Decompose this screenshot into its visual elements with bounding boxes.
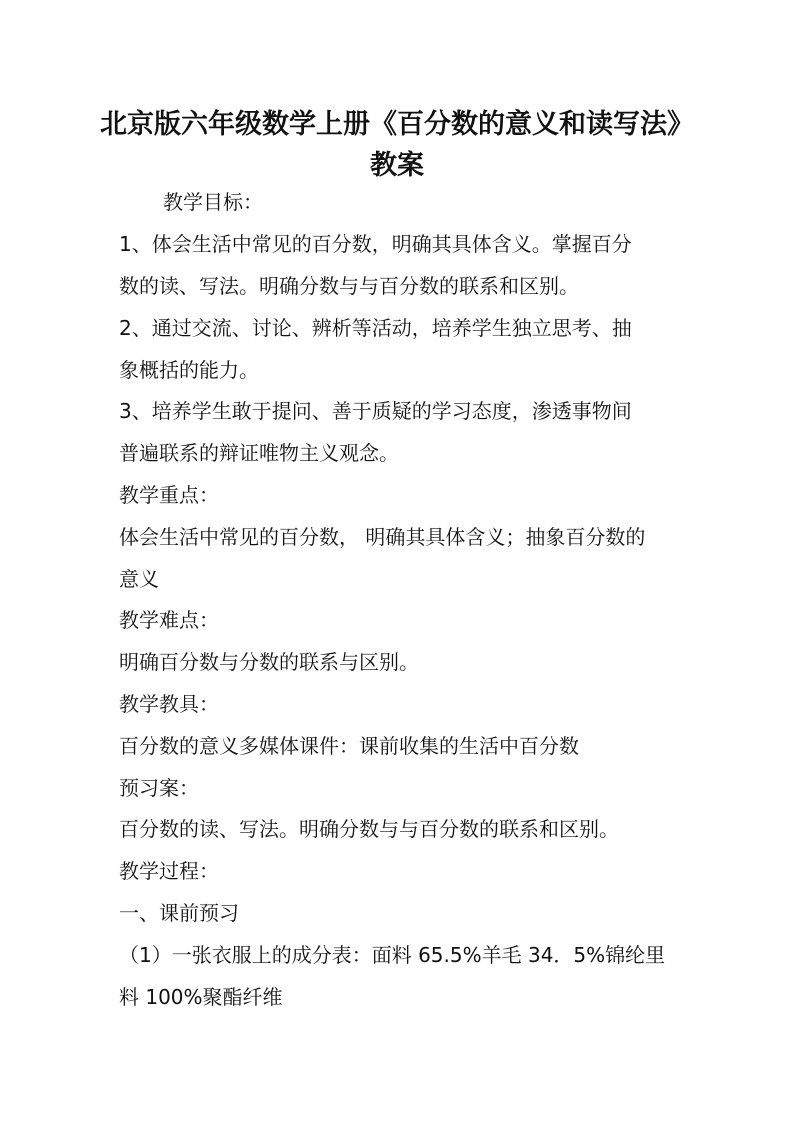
- paragraph-line: 百分数的意义多媒体课件：课前收集的生活中百分数: [119, 734, 579, 758]
- paragraph-line: 料 100%聚酯纤维: [119, 985, 283, 1009]
- section-heading-teaching-aids: 教学教具：: [119, 692, 219, 716]
- paragraph-line: 体会生活中常见的百分数， 明确其具体含义；抽象百分数的: [119, 525, 646, 549]
- section-heading-objectives: 教学目标：: [163, 190, 263, 214]
- section-heading-process: 教学过程：: [119, 859, 219, 883]
- paragraph-line: 百分数的读、写法。明确分数与与百分数的联系和区别。: [119, 817, 619, 841]
- section-heading-difficulties: 教学难点：: [119, 608, 219, 632]
- document-title-line-1: 北京版六年级数学上册《百分数的意义和读写法》: [100, 109, 694, 140]
- paragraph-line: 2、通过交流、讨论、辨析等活动，培养学生独立思考、抽: [119, 316, 632, 340]
- subsection-heading: 一、课前预习: [119, 901, 239, 925]
- paragraph-line: 普遍联系的辩证唯物主义观念。: [119, 441, 399, 465]
- paragraph-line: 1、体会生活中常见的百分数，明确其具体含义。掌握百分: [119, 232, 632, 256]
- paragraph-line: 数的读、写法。明确分数与与百分数的联系和区别。: [119, 274, 579, 298]
- section-heading-key-points: 教学重点：: [119, 483, 219, 507]
- paragraph-line: 明确百分数与分数的联系与区别。: [119, 650, 419, 674]
- paragraph-line: 象概括的能力。: [119, 358, 259, 382]
- paragraph-line: （1）一张衣服上的成分表：面料 65.5%羊毛 34．5%锦纶里: [119, 943, 666, 967]
- section-heading-preview: 预习案：: [119, 776, 199, 800]
- paragraph-line: 意义: [119, 567, 159, 591]
- paragraph-line: 3、培养学生敢于提问、善于质疑的学习态度，渗透事物间: [119, 399, 632, 423]
- document-title-line-2: 教案: [370, 150, 424, 181]
